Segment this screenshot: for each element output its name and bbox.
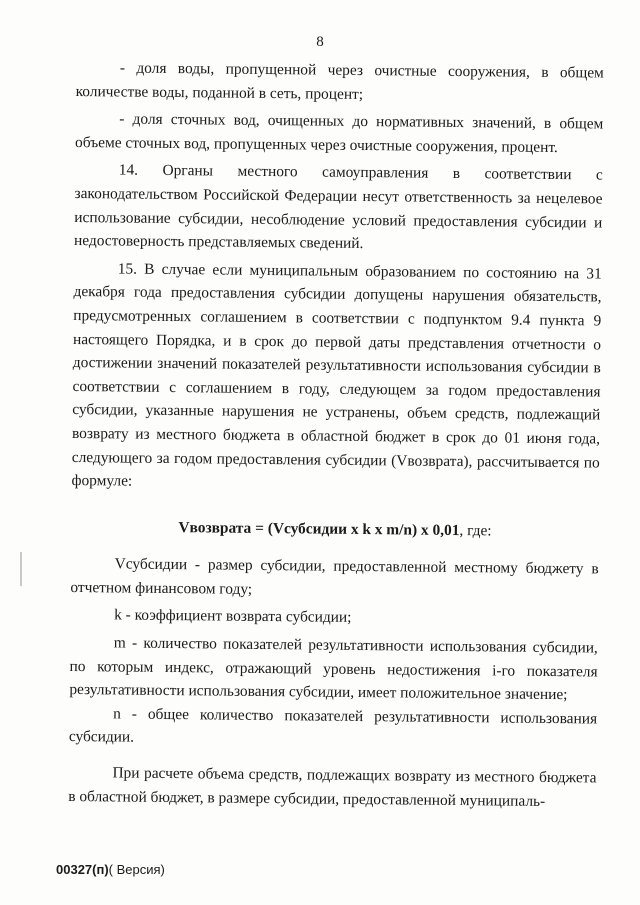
footer-label: ( Версия) — [108, 862, 165, 877]
definition-k: k - коэффициент возврата субсидии; — [114, 606, 352, 627]
page-number: 8 — [316, 34, 324, 50]
document-footer — [56, 862, 165, 877]
footer-code: 00327(п) — [56, 862, 109, 877]
definition-n: n - общее количество показателей результативности использования субсидии. — [68, 705, 598, 747]
paragraph-14-responsibility: 14. Органы местного самоуправления в соответствии с законодательством Российской Федерации несут ответственность за нецелевое использование субсидии, несоблюдение условий предоставления субсидии и недостоверность представляемых сведений. — [73, 161, 603, 253]
paragraph-water-share: - доля воды, пропущенной через очистные сооружения, в общем количестве воды, поданной в сеть, процент; — [75, 59, 604, 103]
paragraph-wastewater-share: - доля сточных вод, очищенных до нормативных значений, в общем объеме сточных вод, пропущенных через очистные сооружения, процент. — [75, 110, 604, 156]
definition-m: m - количество показателей результативности использования субсидии, по которым индекс, отражающий уровень недостижения i-го показателя результативности использования субсидии, имеет положительное значение; — [69, 634, 598, 704]
scan-margin-mark — [20, 552, 22, 586]
refund-formula — [71, 515, 599, 544]
closing-paragraph: При расчете объема средств, подлежащих возврату из местного бюджета в областной бюджет, в размере субсидии, предоставленной муниципаль- — [68, 764, 597, 810]
formula-expression: Vвозврата = (Vсубсидии x k x m/n) x 0,01 — [178, 518, 460, 539]
definition-vsubsidy: Vсубсидии - размер субсидии, предоставленной местному бюджету в отчетном финансовом году; — [70, 555, 599, 598]
formula-tail: , где: — [459, 521, 492, 540]
paragraph-15-refund: 15. В случае если муниципальным образованием по состоянию на 31 декабря года предоставления субсидии допущены нарушения обязательств, предусмотренных соглашением в соответствии с подпунктом 9.4 пункта 9 настоящего Порядка, и в срок до первой даты представления отчетности о достижении значений показателей результативности использования субсидии в соответствии с соглашением в году, следующем за годом предоставления субсидии, указанные нарушения не устранены, объем средств, подлежащий возврату из местного бюджета в областной бюджет в срок до 01 июня года, следующего за годом предоставления субсидии (Vвозврата), рассчитывается по формуле: — [71, 260, 602, 490]
document-body — [68, 56, 604, 814]
